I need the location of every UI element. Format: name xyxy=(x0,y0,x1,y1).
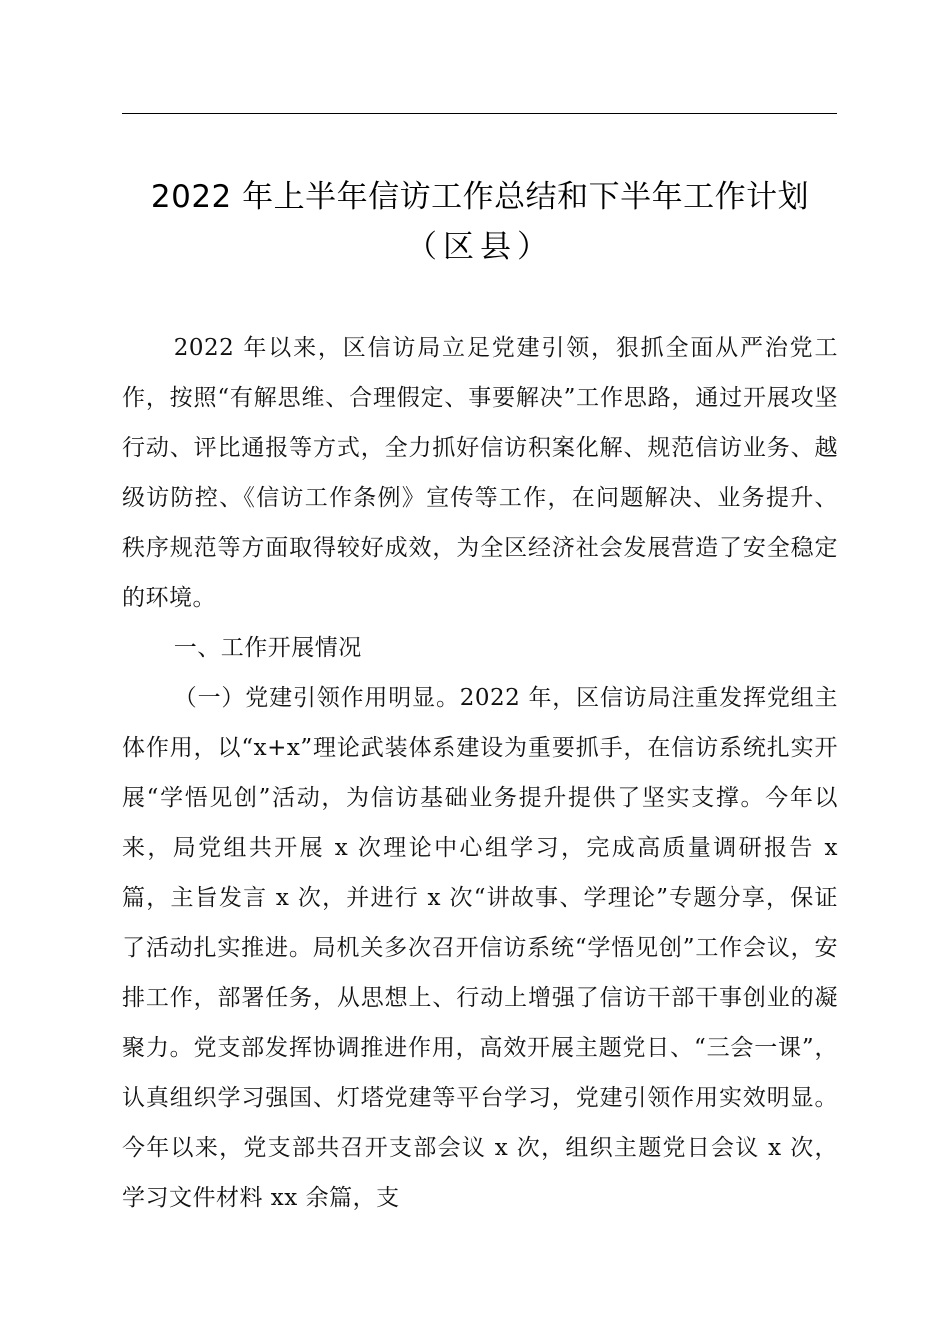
section-heading: 一、工作开展情况 xyxy=(173,635,362,661)
document-body xyxy=(122,323,838,1223)
section-paragraph: （一）党建引领作用明显。2022 年，区信访局注重发挥党组主体作用，以“x+x”理论武装体系建设为重要抓手，在信访系统扎实开展“学悟见创”活动，为信访基础业务提升提供了坚实支撑。今年以来，局党组共开展 x 次理论中心组学习，完成高质量调研报告 x 篇，主旨发言 x 次，并进行 x 次“讲故事、学理论”专题分享，保证了活动扎实推进。局机关多次召开信访系统“学悟见创”工作会议，安排工作，部署任务，从思想上、行动上增强了信访干部干事创业的凝聚力。党支部发挥协调推进作用，高效开展主题党日、“三会一课”，认真组织学习强国、灯塔党建等平台学习，党建引领作用实效明显。今年以来，党支部共召开支部会议 x 次，组织主题党日会议 x 次，学习文件材料 xx 余篇，支 xyxy=(122,685,838,1211)
document-title: 2022 年上半年信访工作总结和下半年工作计划 xyxy=(150,179,810,215)
header-rule xyxy=(122,113,837,114)
intro-paragraph: 2022 年以来，区信访局立足党建引领，狠抓全面从严治党工作，按照“有解思维、合理假定、事要解决”工作思路，通过开展攻坚行动、评比通报等方式，全力抓好信访积案化解、规范信访业务、越级访防控、《信访工作条例》宣传等工作，在问题解决、业务提升、秩序规范等方面取得较好成效，为全区经济社会发展营造了安全稳定的环境。 xyxy=(122,335,838,611)
document-subtitle: （区县） xyxy=(406,229,554,265)
